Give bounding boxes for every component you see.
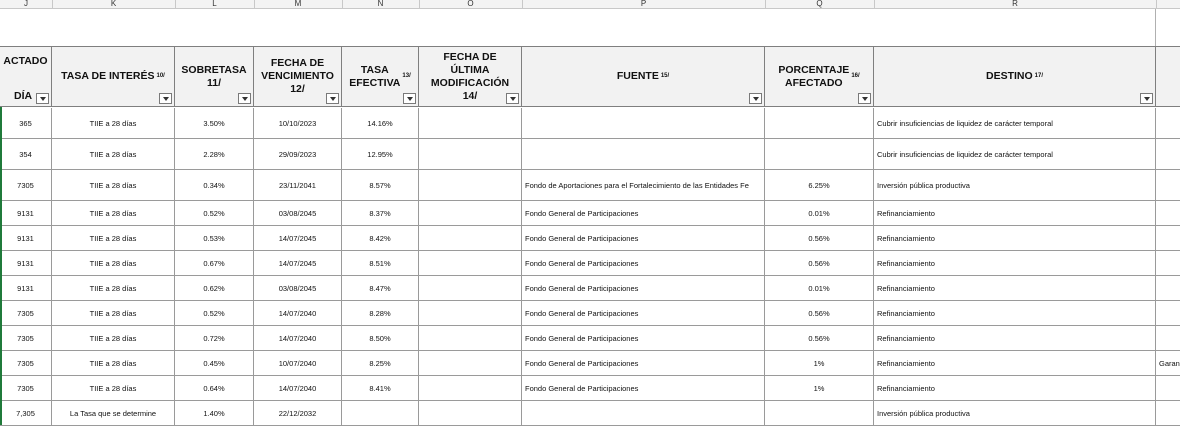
header-destino [874,46,1156,107]
blank-title-band [0,9,1180,46]
cell-sobretasa[interactable]: 0.62% [175,276,254,301]
header-note: 10/ [156,73,165,79]
cell-fecha-modificacion[interactable] [419,226,522,251]
cell-fecha-modificacion[interactable] [419,401,522,426]
header-fuente-label: FUENTE [616,70,659,82]
cell-destino[interactable]: Refinanciamiento [874,276,1156,301]
cell-sobretasa[interactable]: 3.50% [175,108,254,139]
header-tasa-efectiva [342,46,419,107]
cell-next-column[interactable] [1156,170,1180,201]
cell-dia[interactable]: 365 [0,108,52,139]
cell-dia[interactable]: 7305 [0,301,52,326]
header-fecha-vencimiento [254,46,342,107]
cell-sobretasa[interactable]: 1.40% [175,401,254,426]
header-next-column [1156,46,1180,107]
cell-tasa-interes[interactable]: TIIE a 28 días [52,251,175,276]
header-note: 16/ [851,73,860,79]
cell-fecha-vencimiento[interactable]: 22/12/2032 [254,401,342,426]
cell-tasa-efectiva[interactable]: 8.41% [342,376,419,401]
cell-destino[interactable]: Refinanciamiento [874,351,1156,376]
cell-destino[interactable]: Refinanciamiento [874,326,1156,351]
cell-fecha-vencimiento[interactable]: 29/09/2023 [254,139,342,170]
cell-tasa-interes[interactable]: TIIE a 28 días [52,170,175,201]
cell-porcentaje[interactable]: 0.01% [765,201,874,226]
header-destino-label: DESTINO [985,70,1033,82]
cell-sobretasa[interactable]: 0.53% [175,226,254,251]
cell-tasa-interes[interactable]: TIIE a 28 días [52,376,175,401]
cell-tasa-interes[interactable]: TIIE a 28 días [52,226,175,251]
cell-fecha-vencimiento[interactable]: 14/07/2040 [254,376,342,401]
cell-fecha-vencimiento[interactable]: 03/08/2045 [254,276,342,301]
cell-sobretasa[interactable]: 0.52% [175,301,254,326]
cell-fecha-modificacion[interactable] [419,326,522,351]
cell-tasa-efectiva[interactable]: 12.95% [342,139,419,170]
cell-next-column[interactable] [1156,301,1180,326]
cell-tasa-efectiva[interactable]: 8.28% [342,301,419,326]
header-porcentaje [765,46,874,107]
cell-porcentaje[interactable]: 0.56% [765,226,874,251]
cell-porcentaje[interactable] [765,108,874,139]
cell-fuente[interactable]: Fondo General de Participaciones [522,201,765,226]
cell-porcentaje[interactable]: 0.56% [765,301,874,326]
cell-porcentaje[interactable]: 1% [765,376,874,401]
column-letter[interactable]: J [0,0,53,8]
column-letter[interactable]: R [874,0,1157,8]
cell-sobretasa[interactable]: 0.34% [175,170,254,201]
cell-sobretasa[interactable]: 0.45% [175,351,254,376]
cell-dia[interactable]: 7305 [0,170,52,201]
title-band-edge [1155,9,1156,46]
cell-fuente[interactable]: Fondo General de Participaciones [522,251,765,276]
cell-fecha-modificacion[interactable] [419,251,522,276]
cell-tasa-interes[interactable]: TIIE a 28 días [52,276,175,301]
cell-destino[interactable]: Refinanciamiento [874,301,1156,326]
filter-dropdown-icon[interactable] [238,93,251,104]
cell-fuente[interactable]: Fondo General de Participaciones [522,326,765,351]
header-note: 17/ [1034,73,1043,79]
column-letter[interactable]: N [342,0,420,8]
header-fecha-modificacion-label: FECHA DE ÚLTIMA MODIFICACIÓN 14/ [430,50,510,102]
cell-fecha-vencimiento[interactable]: 10/07/2040 [254,351,342,376]
header-porcentaje-label: PORCENTAJE AFECTADO [778,63,850,89]
cell-next-column[interactable] [1156,401,1180,426]
cell-fuente[interactable]: Fondo General de Participaciones [522,301,765,326]
cell-sobretasa[interactable]: 0.64% [175,376,254,401]
cell-fuente[interactable]: Fondo de Aportaciones para el Fortalecimiento de las Entidades Fe [522,170,765,201]
cell-sobretasa[interactable]: 0.67% [175,251,254,276]
cell-dia[interactable]: 9131 [0,276,52,301]
header-fecha-modificacion [419,46,522,107]
header-dia [0,46,52,107]
cell-tasa-interes[interactable]: TIIE a 28 días [52,301,175,326]
cell-tasa-efectiva[interactable]: 14.16% [342,108,419,139]
cell-tasa-efectiva[interactable]: 8.47% [342,276,419,301]
header-tasa-interes-label: TASA DE INTERÉS [61,70,155,82]
cell-fecha-vencimiento[interactable]: 14/07/2045 [254,251,342,276]
cell-next-column[interactable] [1156,251,1180,276]
header-sobretasa [175,46,254,107]
column-letter[interactable]: Q [765,0,875,8]
column-letter[interactable]: L [175,0,255,8]
cell-destino[interactable]: Cubrir insuficiencias de liquidez de carácter temporal [874,108,1156,139]
cell-destino[interactable]: Refinanciamiento [874,376,1156,401]
filter-dropdown-icon[interactable] [749,93,762,104]
cell-tasa-efectiva[interactable]: 8.42% [342,226,419,251]
cell-fecha-modificacion[interactable] [419,108,522,139]
cell-fuente[interactable]: Fondo General de Participaciones [522,351,765,376]
header-dia-label: ACTADO [3,55,48,67]
filter-dropdown-icon[interactable] [36,93,49,104]
header-fecha-vencimiento-label: FECHA DE VENCIMIENTO 12/ [261,57,334,95]
cell-next-column[interactable] [1156,376,1180,401]
cell-fuente[interactable]: Fondo General de Participaciones [522,226,765,251]
cell-tasa-efectiva[interactable]: 8.50% [342,326,419,351]
cell-tasa-efectiva[interactable] [342,401,419,426]
cell-next-column[interactable] [1156,226,1180,251]
cell-fecha-vencimiento[interactable]: 14/07/2040 [254,326,342,351]
filter-dropdown-icon[interactable] [858,93,871,104]
header-note: 13/ [402,73,411,79]
header-sobretasa-label: SOBRETASA 11/ [181,63,247,89]
cell-next-column[interactable] [1156,139,1180,170]
cell-next-column[interactable] [1156,276,1180,301]
cell-tasa-interes[interactable]: TIIE a 28 días [52,139,175,170]
cell-destino[interactable]: Refinanciamiento [874,226,1156,251]
cell-sobretasa[interactable]: 0.52% [175,201,254,226]
cell-fecha-vencimiento[interactable]: 10/10/2023 [254,108,342,139]
cell-dia[interactable]: 354 [0,139,52,170]
cell-tasa-interes[interactable]: La Tasa que se determine [52,401,175,426]
column-letter[interactable]: K [52,0,176,8]
cell-fecha-modificacion[interactable] [419,201,522,226]
selection-edge [0,107,2,425]
header-tasa-interes [52,46,175,107]
cell-fecha-modificacion[interactable] [419,276,522,301]
cell-porcentaje[interactable]: 1% [765,351,874,376]
column-letter[interactable]: O [419,0,523,8]
cell-destino[interactable]: Refinanciamiento [874,201,1156,226]
cell-tasa-efectiva[interactable]: 8.25% [342,351,419,376]
cell-next-column[interactable] [1156,326,1180,351]
cell-porcentaje[interactable] [765,401,874,426]
cell-dia[interactable]: 9131 [0,201,52,226]
cell-destino[interactable]: Refinanciamiento [874,251,1156,276]
cell-fecha-modificacion[interactable] [419,351,522,376]
column-letter[interactable]: P [522,0,766,8]
cell-fecha-modificacion[interactable] [419,139,522,170]
cell-porcentaje[interactable]: 0.01% [765,276,874,301]
cell-dia[interactable]: 7305 [0,326,52,351]
filter-dropdown-icon[interactable] [403,93,416,104]
cell-next-column[interactable]: Garan [1156,351,1180,376]
filter-dropdown-icon[interactable] [1140,93,1153,104]
cell-fecha-vencimiento[interactable]: 23/11/2041 [254,170,342,201]
cell-tasa-interes[interactable]: TIIE a 28 días [52,326,175,351]
cell-dia[interactable]: 9131 [0,251,52,276]
cell-tasa-interes[interactable]: TIIE a 28 días [52,108,175,139]
cell-tasa-efectiva[interactable]: 8.51% [342,251,419,276]
cell-dia[interactable]: 7305 [0,351,52,376]
cell-porcentaje[interactable]: 6.25% [765,170,874,201]
filter-dropdown-icon[interactable] [326,93,339,104]
cell-sobretasa[interactable]: 0.72% [175,326,254,351]
cell-fuente[interactable] [522,108,765,139]
cell-fuente[interactable]: Fondo General de Participaciones [522,376,765,401]
cell-tasa-efectiva[interactable]: 8.37% [342,201,419,226]
cell-dia[interactable]: 7,305 [0,401,52,426]
cell-sobretasa[interactable]: 2.28% [175,139,254,170]
cell-fuente[interactable] [522,139,765,170]
cell-fecha-modificacion[interactable] [419,170,522,201]
cell-next-column[interactable] [1156,108,1180,139]
cell-fecha-vencimiento[interactable]: 14/07/2045 [254,226,342,251]
cell-destino[interactable]: Inversión pública productiva [874,401,1156,426]
cell-fecha-modificacion[interactable] [419,301,522,326]
cell-porcentaje[interactable]: 0.56% [765,326,874,351]
cell-porcentaje[interactable] [765,139,874,170]
header-fuente [522,46,765,107]
cell-fuente[interactable] [522,401,765,426]
cell-destino[interactable]: Inversión pública productiva [874,170,1156,201]
filter-dropdown-icon[interactable] [159,93,172,104]
filter-dropdown-icon[interactable] [506,93,519,104]
cell-tasa-interes[interactable]: TIIE a 28 días [52,201,175,226]
cell-porcentaje[interactable]: 0.56% [765,251,874,276]
cell-fuente[interactable]: Fondo General de Participaciones [522,276,765,301]
column-letter[interactable]: M [254,0,343,8]
cell-fecha-vencimiento[interactable]: 03/08/2045 [254,201,342,226]
cell-fecha-vencimiento[interactable]: 14/07/2040 [254,301,342,326]
cell-next-column[interactable] [1156,201,1180,226]
header-tasa-efectiva-label: TASA EFECTIVA [349,63,401,89]
cell-fecha-modificacion[interactable] [419,376,522,401]
column-letter-header [0,0,1180,9]
cell-tasa-efectiva[interactable]: 8.57% [342,170,419,201]
header-note: 15/ [660,73,670,79]
cell-dia[interactable]: 7305 [0,376,52,401]
cell-dia[interactable]: 9131 [0,226,52,251]
cell-tasa-interes[interactable]: TIIE a 28 días [52,351,175,376]
header-dia-sub: DÍA [14,90,33,102]
cell-destino[interactable]: Cubrir insuficiencias de liquidez de carácter temporal [874,139,1156,170]
